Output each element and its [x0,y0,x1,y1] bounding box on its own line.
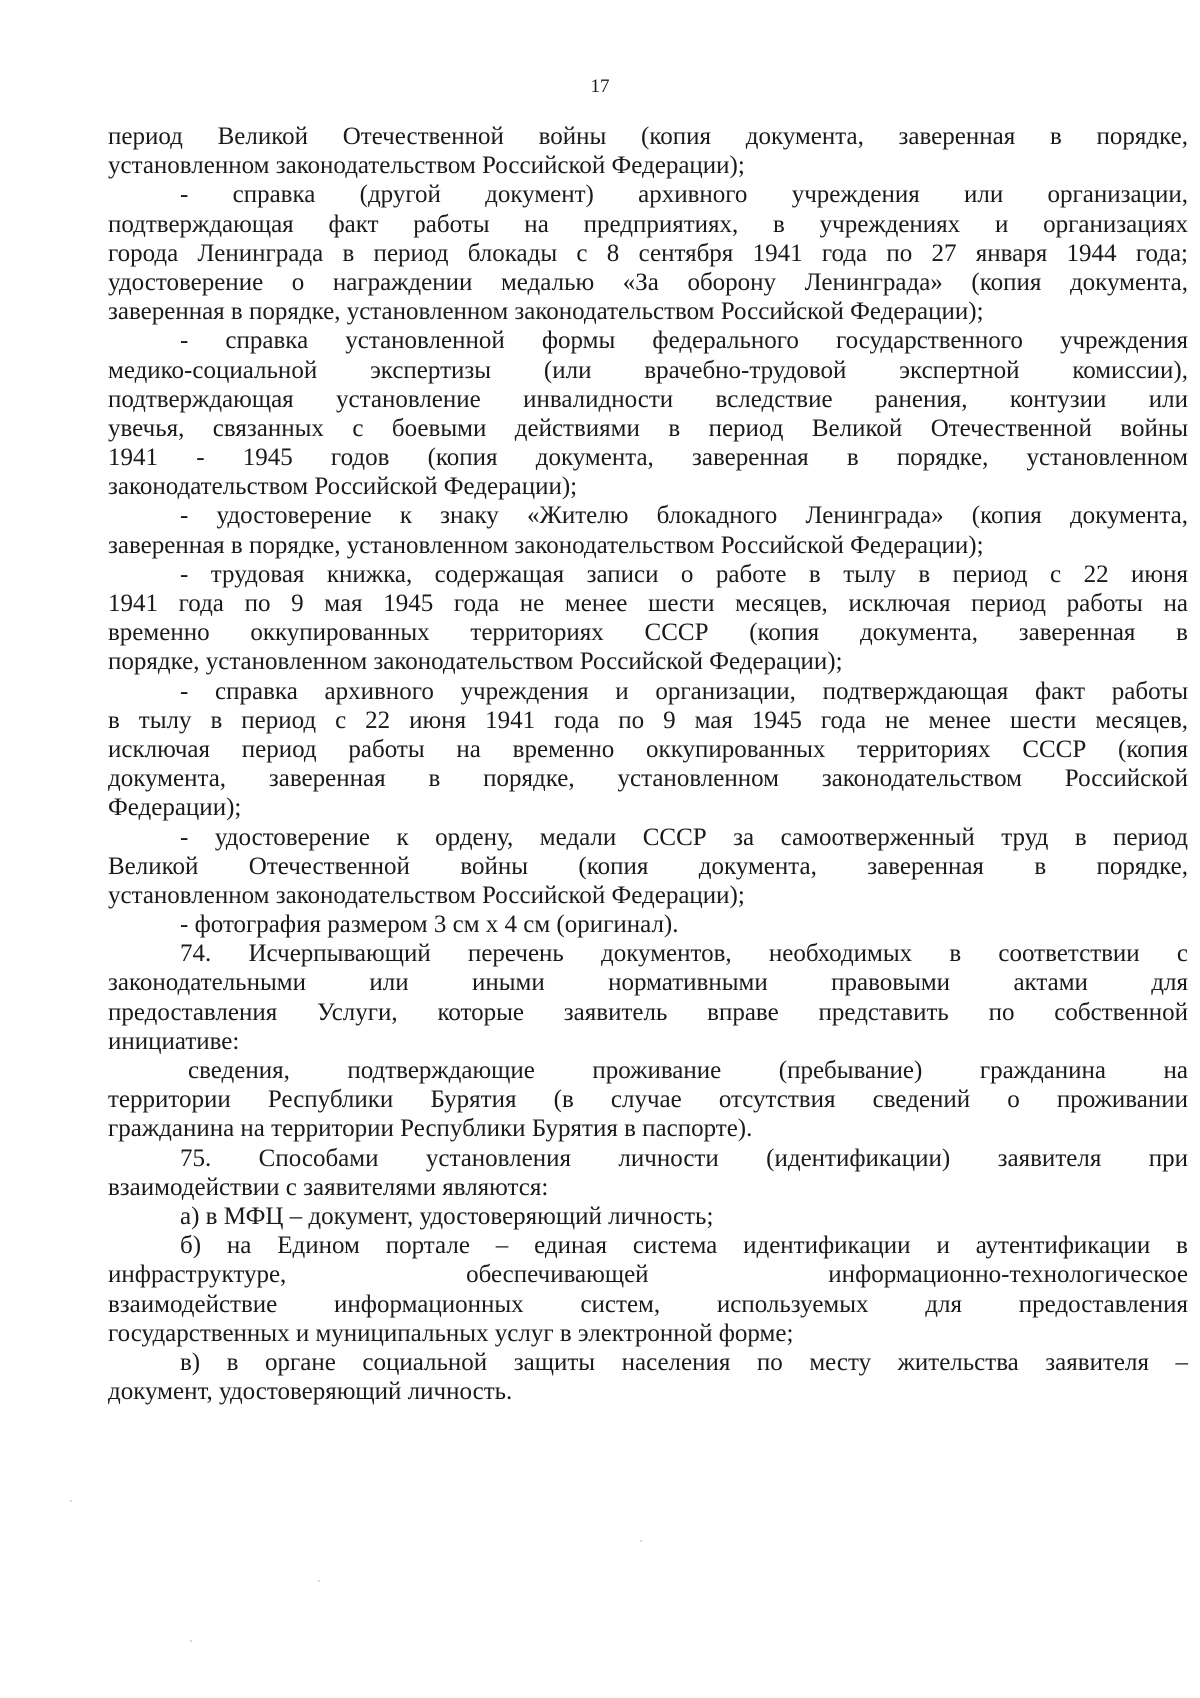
text-line: инициативе: [108,1027,240,1055]
text-line: установленном законодательством Российской Федерации); [108,152,745,180]
text-line: - трудовая книжка, содержащая записи о работе в тылу в период с 22 июня [180,560,1188,588]
text-line: сведения, подтверждающие проживание (пребывание) гражданина на [188,1057,1188,1084]
text-line: медико-социальной экспертизы (или врачебно-трудовой экспертной комиссии), [108,356,1188,384]
paragraph [108,823,1188,911]
text-line: - удостоверение к ордену, медали СССР за самоотверженный труд в период [180,823,1188,851]
paragraph [108,180,1188,326]
text-line: 74. Исчерпывающий перечень документов, необходимых в соответствии с [180,940,1188,968]
text-line: города Ленинграда в период блокады с 8 сентября 1941 года по 27 января 1944 года; [108,239,1188,267]
paragraph [108,1202,1188,1231]
paragraph [108,1056,1188,1144]
text-line: территории Республики Бурятия (в случае отсутствия сведений о проживании [108,1086,1188,1114]
document-body [108,122,1188,1406]
text-line: б) на Едином портале – единая система идентификации и аутентификации в [180,1232,1188,1260]
paragraph [108,501,1188,559]
text-line: - удостоверение к знаку «Жителю блокадного Ленинграда» (копия документа, [180,502,1188,530]
text-line: взаимодействие информационных систем, используемых для предоставления [108,1290,1188,1318]
paragraph [108,560,1188,677]
text-line: документ, удостоверяющий личность. [108,1378,513,1406]
text-line: в) в органе социальной защиты населения по месту жительства заявителя – [180,1348,1188,1376]
scan-speck [190,1640,192,1642]
text-line: - фотография размером 3 см х 4 см (оригинал). [180,911,679,939]
text-line: порядке, установленном законодательством Российской Федерации); [108,648,843,676]
text-line: взаимодействии с заявителями являются: [108,1173,549,1201]
paragraph [108,1348,1188,1406]
text-line: временно оккупированных территориях СССР (копия документа, заверенная в [108,619,1188,647]
text-line: инфраструктуре, обеспечивающей информационно-технологическое [108,1261,1188,1289]
text-line: гражданина на территории Республики Бурятия в паспорте). [108,1115,753,1143]
text-line: установленном законодательством Российской Федерации); [108,881,745,909]
paragraph [108,910,1188,939]
text-line: Великой Отечественной войны (копия документа, заверенная в порядке, [108,852,1188,880]
text-line: 75. Способами установления личности (идентификации) заявителя при [180,1144,1188,1172]
text-line: государственных и муниципальных услуг в электронной форме; [108,1319,794,1347]
text-line: подтверждающая установление инвалидности вследствие ранения, контузии или [108,385,1188,413]
text-line: увечья, связанных с боевыми действиями в период Великой Отечественной войны [108,414,1188,442]
scan-speck [70,1500,72,1502]
page-number: 17 [590,76,610,97]
text-line: а) в МФЦ – документ, удостоверяющий личность; [180,1202,714,1230]
scan-speck [318,1580,320,1582]
text-line: заверенная в порядке, установленном законодательством Российской Федерации); [108,298,984,326]
text-line: период Великой Отечественной войны (копия документа, заверенная в порядке, [108,123,1188,150]
text-line: 1941 - 1945 годов (копия документа, заверенная в порядке, установленном [108,444,1188,472]
text-line: - справка установленной формы федерального государственного учреждения [180,327,1188,355]
paragraph [108,939,1188,1056]
text-line: - справка архивного учреждения и организации, подтверждающая факт работы [180,677,1188,705]
paragraph [108,677,1188,823]
scan-speck [640,1540,642,1542]
text-line: законодательством Российской Федерации); [108,473,578,501]
paragraph [108,326,1188,501]
text-line: Федерации); [108,794,242,822]
text-line: в тылу в период с 22 июня 1941 года по 9 мая 1945 года не менее шести месяцев, [108,706,1188,734]
text-line: удостоверение о награждении медалью «За оборону Ленинграда» (копия документа, [108,268,1188,296]
text-line: предоставления Услуги, которые заявитель вправе представить по собственной [108,998,1188,1026]
text-line: - справка (другой документ) архивного учреждения или организации, [180,181,1188,209]
text-line: законодательными или иными нормативными правовыми актами для [108,969,1188,997]
paragraph [108,1144,1188,1202]
text-line: подтверждающая факт работы на предприятиях, в учреждениях и организациях [108,210,1188,238]
paragraph [108,1231,1188,1348]
text-line: документа, заверенная в порядке, установленном законодательством Российской [108,765,1188,793]
text-line: исключая период работы на временно оккупированных территориях СССР (копия [108,735,1188,763]
paragraph [108,122,1188,180]
text-line: заверенная в порядке, установленном законодательством Российской Федерации); [108,531,984,559]
text-line: 1941 года по 9 мая 1945 года не менее шести месяцев, исключая период работы на [108,590,1188,617]
